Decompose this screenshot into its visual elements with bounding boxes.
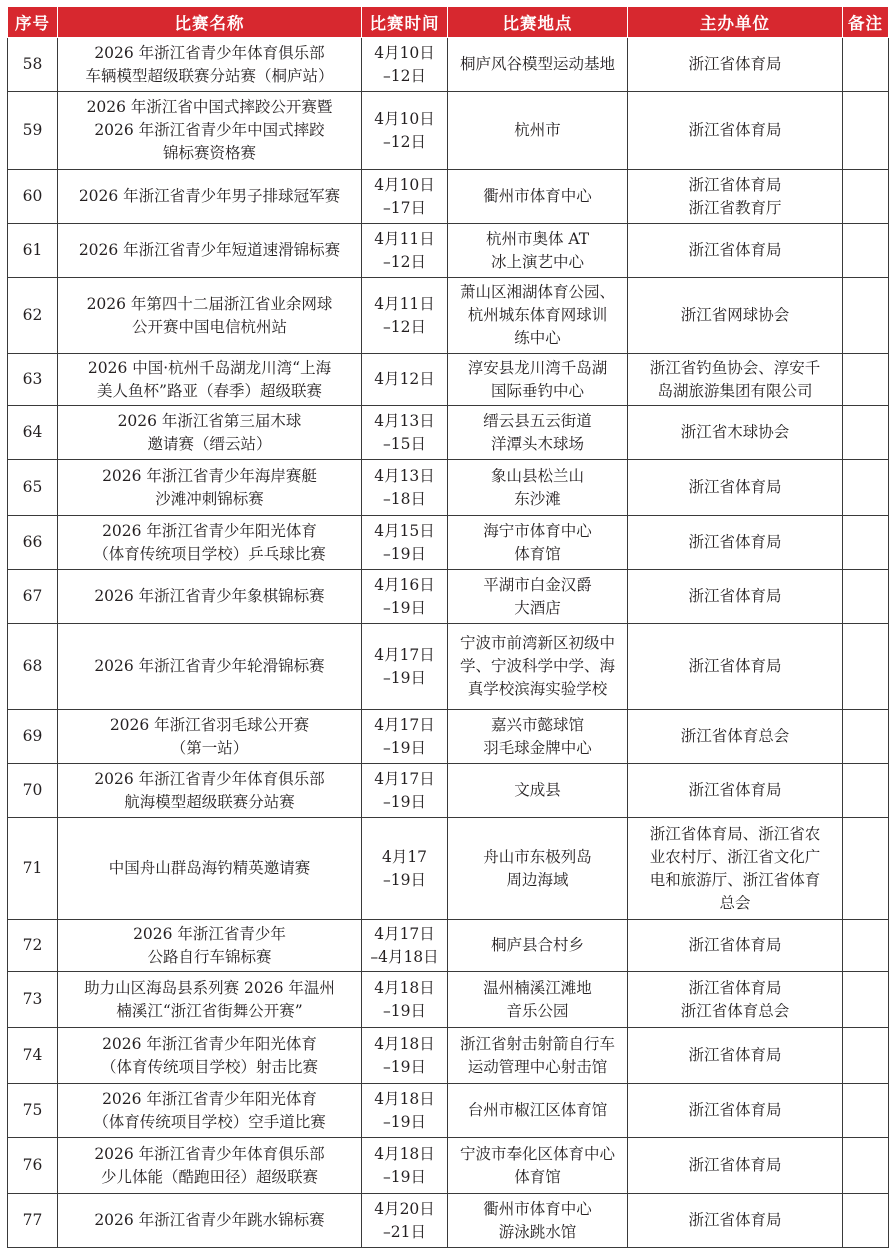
header-no: 序号 (8, 7, 58, 38)
cell-place: 萧山区湘湖体育公园、 杭州城东体育网球训 练中心 (448, 278, 628, 354)
cell-place: 宁波市前湾新区初级中 学、宁波科学中学、海 真学校滨海实验学校 (448, 624, 628, 710)
cell-no: 77 (8, 1194, 58, 1248)
cell-note (843, 92, 889, 170)
cell-time: 4月15日 –19日 (362, 516, 448, 570)
table-row (8, 1194, 889, 1248)
cell-place: 桐庐县合村乡 (448, 920, 628, 972)
table-row (8, 710, 889, 764)
cell-place: 淳安县龙川湾千岛湖 国际垂钓中心 (448, 354, 628, 406)
cell-no: 71 (8, 818, 58, 920)
table-row (8, 972, 889, 1028)
cell-time: 4月17日 –19日 (362, 764, 448, 818)
cell-time: 4月13日 –18日 (362, 460, 448, 516)
cell-name: 2026 年浙江省青少年男子排球冠军赛 (58, 170, 362, 224)
cell-note (843, 624, 889, 710)
cell-no: 61 (8, 224, 58, 278)
cell-no: 74 (8, 1028, 58, 1084)
cell-organizer: 浙江省体育局 (628, 38, 843, 92)
cell-note (843, 710, 889, 764)
cell-name: 中国舟山群岛海钓精英邀请赛 (58, 818, 362, 920)
cell-organizer: 浙江省体育局 (628, 624, 843, 710)
cell-organizer: 浙江省体育局 (628, 460, 843, 516)
cell-place: 杭州市奥体 AT 冰上演艺中心 (448, 224, 628, 278)
cell-no: 64 (8, 406, 58, 460)
cell-time: 4月18日 –19日 (362, 972, 448, 1028)
cell-no: 73 (8, 972, 58, 1028)
header-row (8, 7, 889, 38)
cell-organizer: 浙江省体育局 (628, 516, 843, 570)
table-row (8, 624, 889, 710)
cell-no: 70 (8, 764, 58, 818)
cell-name: 2026 年浙江省青少年体育俱乐部 航海模型超级联赛分站赛 (58, 764, 362, 818)
cell-place: 浙江省射击射箭自行车 运动管理中心射击馆 (448, 1028, 628, 1084)
cell-time: 4月11日 –12日 (362, 224, 448, 278)
table-row (8, 354, 889, 406)
cell-organizer: 浙江省体育局 (628, 764, 843, 818)
cell-time: 4月18日 –19日 (362, 1138, 448, 1194)
cell-note (843, 460, 889, 516)
cell-note (843, 764, 889, 818)
cell-place: 温州楠溪江滩地 音乐公园 (448, 972, 628, 1028)
cell-name: 助力山区海岛县系列赛 2026 年温州 楠溪江“浙江省街舞公开赛” (58, 972, 362, 1028)
cell-no: 59 (8, 92, 58, 170)
cell-place: 宁波市奉化区体育中心 体育馆 (448, 1138, 628, 1194)
header-place: 比赛地点 (448, 7, 628, 38)
table-row (8, 516, 889, 570)
cell-no: 76 (8, 1138, 58, 1194)
cell-time: 4月13日 –15日 (362, 406, 448, 460)
cell-note (843, 516, 889, 570)
cell-time: 4月10日 –12日 (362, 38, 448, 92)
header-name: 比赛名称 (58, 7, 362, 38)
cell-organizer: 浙江省网球协会 (628, 278, 843, 354)
cell-organizer: 浙江省钓鱼协会、淳安千 岛湖旅游集团有限公司 (628, 354, 843, 406)
cell-time: 4月11日 –12日 (362, 278, 448, 354)
table-row (8, 278, 889, 354)
cell-organizer: 浙江省体育局 (628, 1084, 843, 1138)
cell-name: 2026 年浙江省青少年短道速滑锦标赛 (58, 224, 362, 278)
cell-name: 2026 年第四十二届浙江省业余网球 公开赛中国电信杭州站 (58, 278, 362, 354)
cell-place: 桐庐风谷模型运动基地 (448, 38, 628, 92)
cell-place: 台州市椒江区体育馆 (448, 1084, 628, 1138)
cell-place: 象山县松兰山 东沙滩 (448, 460, 628, 516)
table-row (8, 224, 889, 278)
cell-place: 缙云县五云街道 洋潭头木球场 (448, 406, 628, 460)
cell-name: 2026 年浙江省青少年象棋锦标赛 (58, 570, 362, 624)
cell-no: 67 (8, 570, 58, 624)
cell-note (843, 818, 889, 920)
cell-note (843, 1028, 889, 1084)
cell-name: 2026 年浙江省青少年阳光体育 （体育传统项目学校）空手道比赛 (58, 1084, 362, 1138)
table-row (8, 170, 889, 224)
competition-schedule-table (7, 6, 889, 1248)
cell-note (843, 406, 889, 460)
cell-organizer: 浙江省体育局 (628, 1138, 843, 1194)
cell-note (843, 920, 889, 972)
table-row (8, 818, 889, 920)
cell-name: 2026 年浙江省青少年海岸赛艇 沙滩冲刺锦标赛 (58, 460, 362, 516)
cell-name: 2026 年浙江省青少年体育俱乐部 车辆模型超级联赛分站赛（桐庐站） (58, 38, 362, 92)
cell-no: 72 (8, 920, 58, 972)
cell-time: 4月17日 –19日 (362, 710, 448, 764)
table-row (8, 570, 889, 624)
table-row (8, 920, 889, 972)
cell-place: 嘉兴市懿球馆 羽毛球金牌中心 (448, 710, 628, 764)
cell-name: 2026 年浙江省青少年体育俱乐部 少儿体能（酷跑田径）超级联赛 (58, 1138, 362, 1194)
cell-time: 4月10日 –12日 (362, 92, 448, 170)
cell-time: 4月20日 –21日 (362, 1194, 448, 1248)
cell-time: 4月17日 –19日 (362, 624, 448, 710)
table-row (8, 1084, 889, 1138)
cell-time: 4月10日 –17日 (362, 170, 448, 224)
cell-organizer: 浙江省体育局 (628, 224, 843, 278)
cell-name: 2026 年浙江省中国式摔跤公开赛暨 2026 年浙江省青少年中国式摔跤 锦标赛资格赛 (58, 92, 362, 170)
cell-organizer: 浙江省体育局 (628, 92, 843, 170)
table-row (8, 1028, 889, 1084)
cell-place: 杭州市 (448, 92, 628, 170)
header-note: 备注 (843, 7, 889, 38)
cell-note (843, 38, 889, 92)
cell-name: 2026 年浙江省第三届木球 邀请赛（缙云站） (58, 406, 362, 460)
cell-note (843, 972, 889, 1028)
cell-name: 2026 年浙江省青少年阳光体育 （体育传统项目学校）乒乓球比赛 (58, 516, 362, 570)
table-row (8, 92, 889, 170)
cell-time: 4月17 –19日 (362, 818, 448, 920)
cell-time: 4月12日 (362, 354, 448, 406)
table-row (8, 764, 889, 818)
table-row (8, 1138, 889, 1194)
cell-time: 4月17日 –4月18日 (362, 920, 448, 972)
table-row (8, 38, 889, 92)
cell-note (843, 354, 889, 406)
cell-note (843, 1084, 889, 1138)
cell-name: 2026 年浙江省青少年 公路自行车锦标赛 (58, 920, 362, 972)
cell-name: 2026 年浙江省青少年跳水锦标赛 (58, 1194, 362, 1248)
cell-name: 2026 中国·杭州千岛湖龙川湾“上海 美人鱼杯”路亚（春季）超级联赛 (58, 354, 362, 406)
cell-organizer: 浙江省体育局、浙江省农 业农村厅、浙江省文化广 电和旅游厅、浙江省体育 总会 (628, 818, 843, 920)
cell-name: 2026 年浙江省青少年轮滑锦标赛 (58, 624, 362, 710)
header-time: 比赛时间 (362, 7, 448, 38)
table-row (8, 460, 889, 516)
header-organizer: 主办单位 (628, 7, 843, 38)
cell-name: 2026 年浙江省青少年阳光体育 （体育传统项目学校）射击比赛 (58, 1028, 362, 1084)
cell-organizer: 浙江省体育局 浙江省体育总会 (628, 972, 843, 1028)
cell-no: 63 (8, 354, 58, 406)
cell-organizer: 浙江省体育局 (628, 920, 843, 972)
cell-time: 4月18日 –19日 (362, 1028, 448, 1084)
cell-place: 文成县 (448, 764, 628, 818)
cell-place: 海宁市体育中心 体育馆 (448, 516, 628, 570)
cell-no: 66 (8, 516, 58, 570)
table-row (8, 406, 889, 460)
cell-place: 衢州市体育中心 游泳跳水馆 (448, 1194, 628, 1248)
cell-no: 68 (8, 624, 58, 710)
cell-organizer: 浙江省体育局 浙江省教育厅 (628, 170, 843, 224)
cell-no: 69 (8, 710, 58, 764)
cell-note (843, 570, 889, 624)
cell-note (843, 278, 889, 354)
cell-organizer: 浙江省体育局 (628, 570, 843, 624)
cell-place: 平湖市白金汉爵 大酒店 (448, 570, 628, 624)
cell-note (843, 1194, 889, 1248)
cell-organizer: 浙江省体育局 (628, 1194, 843, 1248)
cell-no: 58 (8, 38, 58, 92)
cell-organizer: 浙江省体育局 (628, 1028, 843, 1084)
cell-organizer: 浙江省木球协会 (628, 406, 843, 460)
cell-time: 4月18日 –19日 (362, 1084, 448, 1138)
cell-no: 65 (8, 460, 58, 516)
cell-no: 62 (8, 278, 58, 354)
cell-place: 舟山市东极列岛 周边海域 (448, 818, 628, 920)
cell-place: 衢州市体育中心 (448, 170, 628, 224)
cell-note (843, 1138, 889, 1194)
cell-time: 4月16日 –19日 (362, 570, 448, 624)
cell-no: 75 (8, 1084, 58, 1138)
cell-no: 60 (8, 170, 58, 224)
cell-note (843, 224, 889, 278)
cell-note (843, 170, 889, 224)
cell-organizer: 浙江省体育总会 (628, 710, 843, 764)
cell-name: 2026 年浙江省羽毛球公开赛 （第一站） (58, 710, 362, 764)
